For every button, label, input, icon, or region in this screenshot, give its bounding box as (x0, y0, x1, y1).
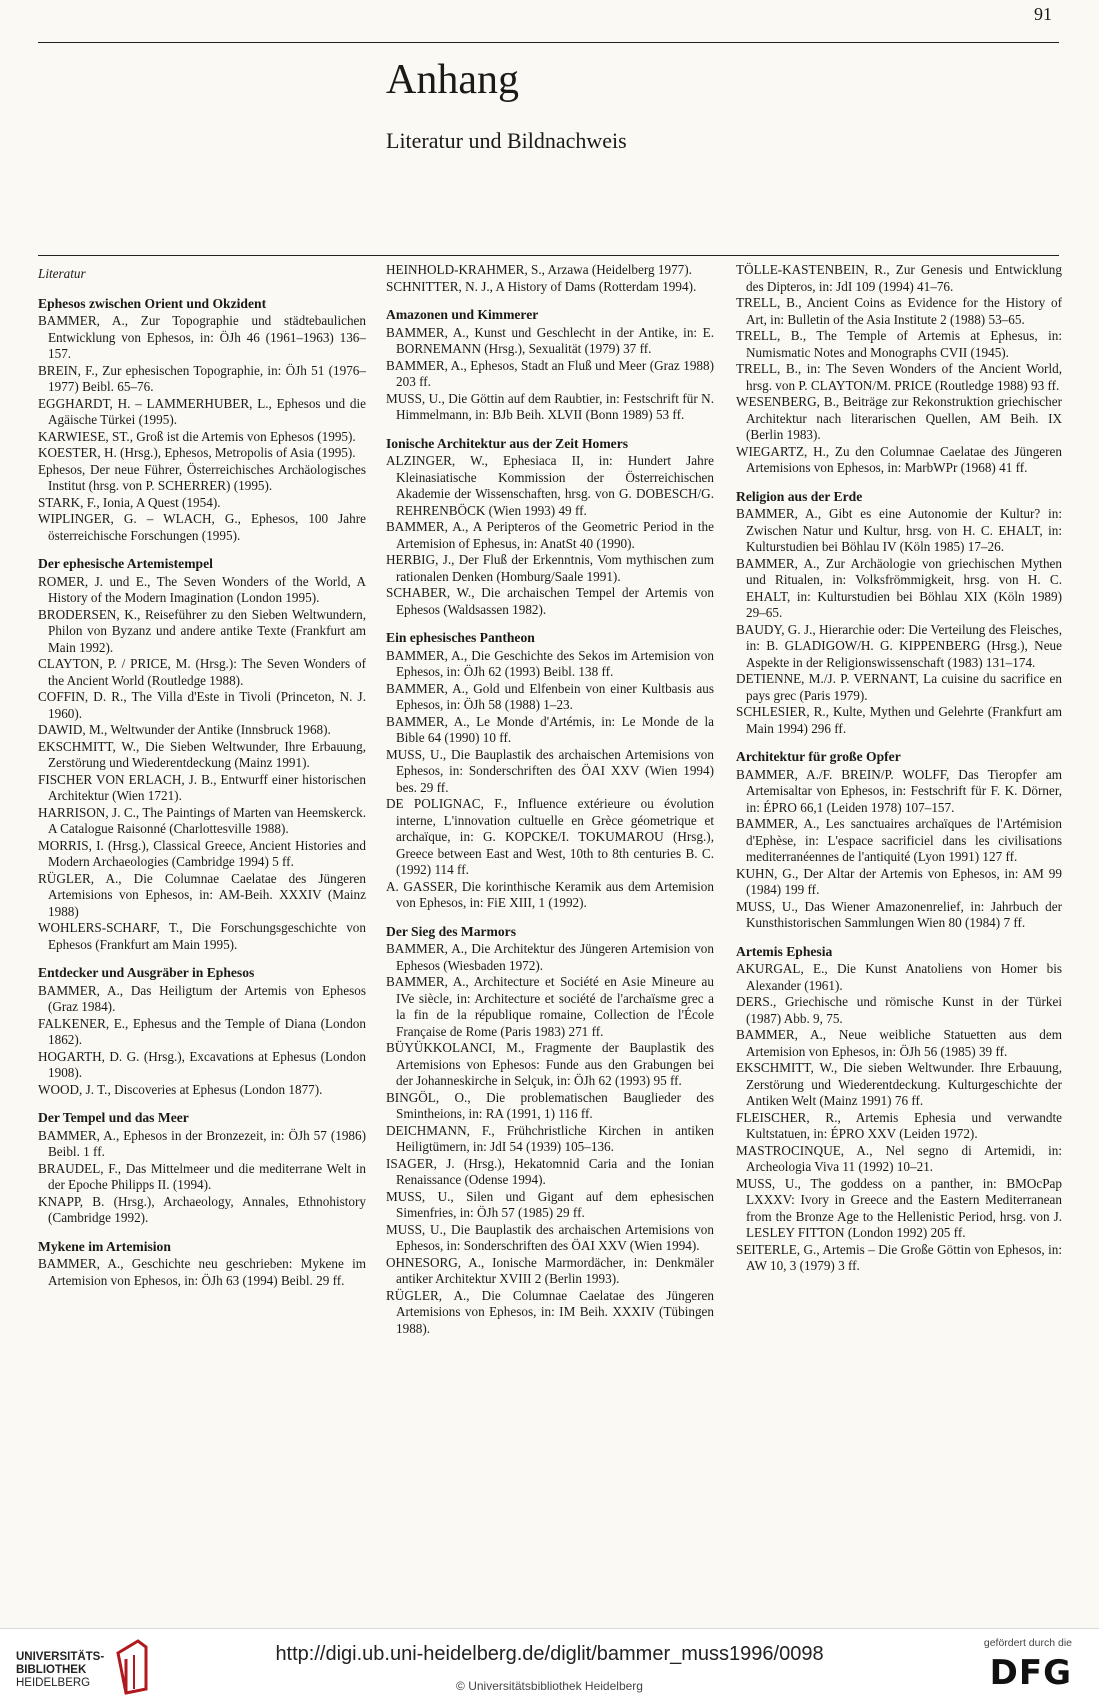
dfg-logo: DFG (989, 1653, 1072, 1693)
bibliography-entry: BAMMER, A., Gold und Elfenbein von einer Kultbasis aus Ephesos, in: ÖJh 58 (1988) 1–23. (386, 680, 714, 712)
bibliography-entry: DETIENNE, M./J. P. VERNANT, La cuisine du sacrifice en pays grec (Paris 1979). (736, 671, 1062, 703)
bibliography-entry: BAMMER, A., Neue weibliche Statuetten aus dem Artemision von Ephesos, in: ÖJh 56 (1985) 39 ff. (736, 1027, 1062, 1059)
bibliography-entry: ISAGER, J. (Hrsg.), Hekatomnid Caria and the Ionian Renaissance (Odense 1994). (386, 1155, 714, 1187)
bibliography-entry: BAMMER, A., Architecture et Société en Asie Mineure au IVe siècle, in: Architecture et société de l'archaïsme grec a la fin de la république romaine, Collection de l'École Française de Rome (Paris 1983) 271 ff. (386, 974, 714, 1039)
column-3 (736, 262, 1062, 1287)
bibliography-section (736, 749, 1062, 932)
bibliography-entry: MUSS, U., Silen und Gigant auf dem ephesischen Simenfries, in: ÖJh 57 (1985) 29 ff. (386, 1188, 714, 1220)
column-1 (38, 262, 366, 1301)
funding-note: gefördert durch die (983, 1637, 1072, 1649)
bibliography-entry: BAMMER, A., Geschichte neu geschrieben: Mykene im Artemision von Ephesos, in: ÖJh 63 (1994) Beibl. 29 ff. (38, 1256, 366, 1288)
bibliography-entry: BREIN, F., Zur ephesischen Topographie, in: ÖJh 51 (1976–1977) Beibl. 65–76. (38, 362, 366, 394)
bibliography-entry: SEITERLE, G., Artemis – Die Große Göttin von Ephesos, in: AW 10, 3 (1979) 3 ff. (736, 1241, 1062, 1273)
section-heading: Der Sieg des Marmors (386, 923, 516, 939)
bibliography-entry: BAMMER, A., Ephesos in der Bronzezeit, in: ÖJh 57 (1986) Beibl. 1 ff. (38, 1127, 366, 1159)
bibliography-entry: RÜGLER, A., Die Columnae Caelatae des Jüngeren Artemisions von Ephesos, in: IM Beih. XXXIV (Tübingen 1988). (386, 1287, 714, 1336)
bibliography-entry: OHNESORG, A., Ionische Marmordächer, in: Denkmäler antiker Architektur XVIII 2 (Berlin 1993). (386, 1254, 714, 1286)
bibliography-entry: BAMMER, A./F. BREIN/P. WOLFF, Das Tieropfer am Artemisaltar von Ephesos, in: Festschrift für F. K. Dörner, in: ÉPRO 66,1 (Leiden 1978) 107–157. (736, 766, 1062, 815)
bibliography-entry: SCHLESIER, R., Kulte, Mythen und Gelehrte (Frankfurt am Main 1994) 296 ff. (736, 704, 1062, 736)
bibliography-entry: TÖLLE-KASTENBEIN, R., Zur Genesis und Entwicklung des Dipteros, in: JdI 109 (1994) 41–76. (736, 262, 1062, 294)
bibliography-entry: STARK, F., Ionia, A Quest (1954). (38, 494, 221, 510)
bibliography-entry: HARRISON, J. C., The Paintings of Marten van Heemskerck. A Catalogue Raisonné (Charlottesville 1988). (38, 804, 366, 836)
bibliography-section (386, 307, 714, 424)
bibliography-entry: KUHN, G., Der Altar der Artemis von Ephesos, in: AM 99 (1984) 199 ff. (736, 865, 1062, 897)
bibliography-entry: BAMMER, A., Zur Topographie und städtebaulichen Entwicklung von Ephesos, in: ÖJh 46 (1961–1963) 136–157. (38, 313, 366, 361)
bibliography-entry: MUSS, U., Die Göttin auf dem Raubtier, in: Festschrift für N. Himmelmann, in: BJb Beih. XLVII (Bonn 1989) 53 ff. (386, 390, 714, 422)
bibliography-entry: ALZINGER, W., Ephesiaca II, in: Hundert Jahre Kleinasiatische Kommission der Österreichischen Akademie der Wissenschaften, hrsg. von G. DOBESCH/G. REHRENBÖCK (Wien 1993) 49 ff. (386, 453, 714, 518)
column-2 (386, 262, 714, 1349)
bibliography-entry: TRELL, B., The Temple of Artemis at Ephesus, in: Numismatic Notes and Monographs CVII (1945). (736, 328, 1062, 360)
bibliography-entry: FISCHER VON ERLACH, J. B., Entwurff einer historischen Architektur (Wien 1721). (38, 771, 366, 803)
bibliography-entry: BAMMER, A., Das Heiligtum der Artemis von Ephesos (Graz 1984). (38, 982, 366, 1014)
bibliography-entry: KNAPP, B. (Hrsg.), Archaeology, Annales, Ethnohistory (Cambridge 1992). (38, 1193, 366, 1225)
bibliography-entry: HERBIG, J., Der Fluß der Erkenntnis, Vom mythischen zum rationalen Denken (Homburg/Saale 1991). (386, 552, 714, 584)
bibliography-entry: WIPLINGER, G. – WLACH, G., Ephesos, 100 Jahre österreichische Forschungen (1995). (38, 511, 366, 543)
bibliography-entry: BRAUDEL, F., Das Mittelmeer und die mediterrane Welt in der Epoche Philipps II. (1994). (38, 1160, 366, 1192)
source-url-link[interactable]: http://digi.ub.uni-heidelberg.de/diglit/bammer_muss1996/0098 (275, 1643, 824, 1665)
bibliography-entry: TRELL, B., Ancient Coins as Evidence for the History of Art, in: Bulletin of the Asia Institute 2 (1988) 53–65. (736, 295, 1062, 327)
bibliography-entry: MORRIS, I. (Hrsg.), Classical Greece, Ancient Histories and Modern Archaeologies (Cambridge 1994) 5 ff. (38, 837, 366, 869)
bibliography-entry: HOGARTH, D. G. (Hrsg.), Excavations at Ephesus (London 1908). (38, 1048, 366, 1080)
copyright-notice: © Universitätsbibliothek Heidelberg (456, 1679, 643, 1693)
bibliography-entry: TRELL, B., in: The Seven Wonders of the Ancient World, hrsg. von P. CLAYTON/M. PRICE (Routledge 1988) 93 ff. (736, 361, 1062, 393)
footer-bar (0, 1628, 1099, 1706)
bibliography-section (38, 1239, 366, 1290)
bibliography-section (386, 436, 714, 619)
bibliography-entry: WIEGARTZ, H., Zu den Columnae Caelatae des Jüngeren Artemisions von Ephesos, in: MarbWPr (1968) 41 ff. (736, 443, 1062, 475)
bibliography-entry: BAMMER, A., Kunst und Geschlecht in der Antike, in: E. BORNEMANN (Hrsg.), Sexualität (1979) 37 ff. (386, 324, 714, 356)
bibliography-entry: AKURGAL, E., Die Kunst Anatoliens von Homer bis Alexander (1961). (736, 961, 1062, 993)
bibliography-entry: BAMMER, A., Les sanctuaires archaïques de l'Artémision d'Ephèse, in: L'espace sacrificiel dans les civilisations mediterranéennes de l'antiquité (Lyon 1991) 127 ff. (736, 816, 1062, 864)
bibliography-entry: KARWIESE, ST., Groß ist die Artemis von Ephesos (1995). (38, 428, 356, 444)
bibliography-entry: RÜGLER, A., Die Columnae Caelatae des Jüngeren Artemisions von Ephesos, in: AM-Beih. XXXIV (Mainz 1988) (38, 870, 366, 919)
bibliography-entry: DEICHMANN, F., Frühchristliche Kirchen in antiken Heiligtümern, in: JdI 54 (1939) 105–136. (386, 1122, 714, 1154)
bibliography-entry: BAMMER, A., Ephesos, Stadt an Fluß und Meer (Graz 1988) 203 ff. (386, 357, 714, 389)
library-line-1: UNIVERSITÄTS- (16, 1651, 105, 1663)
bibliography-section (38, 556, 366, 953)
bibliography-entry: SCHABER, W., Die archaischen Tempel der Artemis von Ephesos (Waldsassen 1982). (386, 585, 714, 617)
bibliography-entry: EKSCHMITT, W., Die Sieben Weltwunder, Ihre Erbauung, Zerstörung und Wiederentdeckung (Mainz 1991). (38, 738, 366, 770)
bibliography-entry: DERS., Griechische und römische Kunst in der Türkei (1987) Abb. 9, 75. (736, 994, 1062, 1026)
bibliography-entry: COFFIN, D. R., The Villa d'Este in Tivoli (Princeton, N. J. 1960). (38, 689, 366, 721)
bibliography-section (38, 296, 366, 545)
bibliography-entry: ROMER, J. und E., The Seven Wonders of the World, A History of the Modern Imagination (London 1995). (38, 573, 366, 605)
bibliography-section (386, 924, 714, 1338)
bibliography-entry: BAMMER, A., Die Architektur des Jüngeren Artemision von Ephesos (Wiesbaden 1972). (386, 941, 714, 973)
bibliography-section (736, 262, 1062, 477)
section-heading: Ephesos zwischen Orient und Okzident (38, 295, 267, 311)
bibliography-entry: MUSS, U., Die Bauplastik des archaischen Artemisions von Ephesos, in: Sonderschriften des ÖAI XXV (Wien 1994) bes. 29 ff. (386, 746, 714, 795)
bibliography-entry: WESENBERG, B., Beiträge zur Rekonstruktion griechischer Architektur nach literarischen Quellen, AM Beih. IX (Berlin 1983). (736, 394, 1062, 442)
bibliography-entry: BINGÖL, O., Die problematischen Bauglieder des Smintheions, in: RA (1991, 1) 116 ff. (386, 1089, 714, 1121)
bibliography-entry: FALKENER, E., Ephesus and the Temple of Diana (London 1862). (38, 1015, 366, 1047)
section-heading: Ionische Architektur aus der Zeit Homers (386, 435, 629, 451)
bibliography-section (386, 262, 714, 295)
bibliography-entry: WOHLERS-SCHARF, T., Die Forschungsgeschichte von Ephesos (Frankfurt am Main 1995). (38, 920, 366, 952)
section-rule (38, 255, 1059, 256)
section-heading: Architektur für große Opfer (736, 749, 901, 764)
section-heading: Artemis Ephesia (736, 943, 833, 959)
section-heading: Entdecker und Ausgräber in Ephesos (38, 965, 255, 980)
section-heading: Religion aus der Erde (736, 488, 863, 504)
library-line-2: BIBLIOTHEK (16, 1664, 87, 1676)
bibliography-entry: Ephesos, Der neue Führer, Österreichisches Archäologisches Institut (hrsg. von P. SCHERRER) (1995). (38, 461, 366, 493)
bibliography-entry: EKSCHMITT, W., Die sieben Weltwunder. Ihre Erbauung, Zerstörung und Wiederentdeckung. Kulturgeschichte der Antiken Welt (Mainz 1991) 76 ff. (736, 1060, 1062, 1108)
bibliography-entry: MUSS, U., Die Bauplastik des archaischen Artemisions von Ephesos, in: Sonderschriften des ÖAI XXV (Wien 1994). (386, 1221, 714, 1253)
bibliography-entry: MUSS, U., The goddess on a panther, in: BMOcPap LXXXV: Ivory in Greece and the Eastern Mediterranean from the Bronze Age to the Hellenistic Period, hrsg. von J. LESLEY FITTON (London 1992) 205 ff. (736, 1175, 1062, 1240)
bibliography-entry: CLAYTON, P. / PRICE, M. (Hrsg.): The Seven Wonders of the Ancient World (Routledge 1988). (38, 656, 366, 688)
bibliography-section (38, 1110, 366, 1227)
bibliography-entry: SCHNITTER, N. J., A History of Dams (Rotterdam 1994). (386, 278, 697, 294)
bibliography-section (386, 630, 714, 912)
bibliography-entry: BAMMER, A., Die Geschichte des Sekos im Artemision von Ephesos, in: ÖJh 62 (1993) Beibl. 138 ff. (386, 647, 714, 679)
bibliography-entry: BAMMER, A., Le Monde d'Artémis, in: Le Monde de la Bible 64 (1990) 10 ff. (386, 713, 714, 745)
bibliography-entry: MASTROCINQUE, A., Nel segno di Artemidi, in: Archeologia Viva 11 (1992) 10–21. (736, 1142, 1062, 1174)
bibliography-entry: HEINHOLD-KRAHMER, S., Arzawa (Heidelberg 1977). (386, 262, 692, 277)
page-number: 91 (1034, 4, 1052, 24)
bibliography-entry: BRODERSEN, K., Reiseführer zu den Sieben Weltwundern, Philon von Byzanz und andere antike Texte (Frankfurt am Main 1992). (38, 606, 366, 655)
section-heading: Mykene im Artemision (38, 1238, 171, 1254)
bibliography-entry: BAMMER, A., Gibt es eine Autonomie der Kultur? in: Zwischen Natur und Kultur, hrsg. von H. C. EHALT, in: Kulturstudien bei Böhlau IV (Köln 1985) 17–26. (736, 506, 1062, 554)
bibliography-entry: MUSS, U., Das Wiener Amazonenrelief, in: Jahrbuch der Kunsthistorischen Sammlungen Wien 80 (1984) 7 ff. (736, 898, 1062, 930)
bibliography-entry: DAWID, M., Weltwunder der Antike (Innsbruck 1968). (38, 722, 331, 737)
bibliography-entry: KOESTER, H. (Hrsg.), Ephesos, Metropolis of Asia (1995). (38, 445, 356, 460)
section-heading: Ein ephesisches Pantheon (386, 630, 535, 645)
top-rule (38, 42, 1059, 43)
bibliography-entry: BAUDY, G. J., Hierarchie oder: Die Verteilung des Fleisches, in: B. GLADIGOW/H. G. KIPPENBERG (Hrsg.), Neue Aspekte in der Religionswissenschaft (1983) 131–174. (736, 621, 1062, 670)
bibliography-section (736, 944, 1062, 1275)
bibliography-entry: BÜYÜKKOLANCI, M., Fragmente der Bauplastik des Artemisions von Ephesos: Funde aus den Grabungen bei der Johanneskirche in Selçuk, in: ÖJh 62 (1993) 95 ff. (386, 1040, 714, 1088)
bibliography-entry: A. GASSER, Die korinthische Keramik aus dem Artemision von Ephesos, in: FiE XIII, 1 (1992). (386, 878, 714, 910)
bibliography-entry: EGGHARDT, H. – LAMMERHUBER, L., Ephesos und die Agäische Türkei (1995). (38, 395, 366, 427)
bibliography-entry: BAMMER, A., Zur Archäologie von griechischen Mythen und Ritualen, in: Volksfrömmigkeit, hrsg. von H. C. EHALT, in: Kulturstudien bei Böhlau XIX (Köln 1989) 29–65. (736, 555, 1062, 620)
bibliography-entry: WOOD, J. T., Discoveries at Ephesus (London 1877). (38, 1081, 323, 1097)
section-heading: Amazonen und Kimmerer (386, 307, 539, 322)
library-line-3: HEIDELBERG (16, 1677, 91, 1689)
bibliography-entry: FLEISCHER, R., Artemis Ephesia und verwandte Kultstatuen, in: ÉPRO XXV (Leiden 1972). (736, 1109, 1062, 1141)
column-label: Literatur (38, 266, 86, 281)
page-subtitle: Literatur und Bildnachweis (386, 128, 627, 153)
page-title: Anhang (386, 57, 519, 103)
section-heading: Der ephesische Artemistempel (38, 556, 213, 571)
bibliography-entry: DE POLIGNAC, F., Influence extérieure ou évolution interne, L'innovation cultuelle en Grèce géometrique et archaïque, in: G. KOPCKE/I. TOKUMAROU (Hrsg.), Greece between East and West, 10th to 8th centuries B. C. (1992) 114 ff. (386, 796, 714, 877)
bibliography-entry: BAMMER, A., A Peripteros of the Geometric Period in the Artemision of Ephesus, in: AnatSt 40 (1990). (386, 519, 714, 551)
bibliography-section (38, 965, 366, 1098)
bibliography-section (736, 489, 1062, 738)
section-heading: Der Tempel und das Meer (38, 1110, 189, 1125)
